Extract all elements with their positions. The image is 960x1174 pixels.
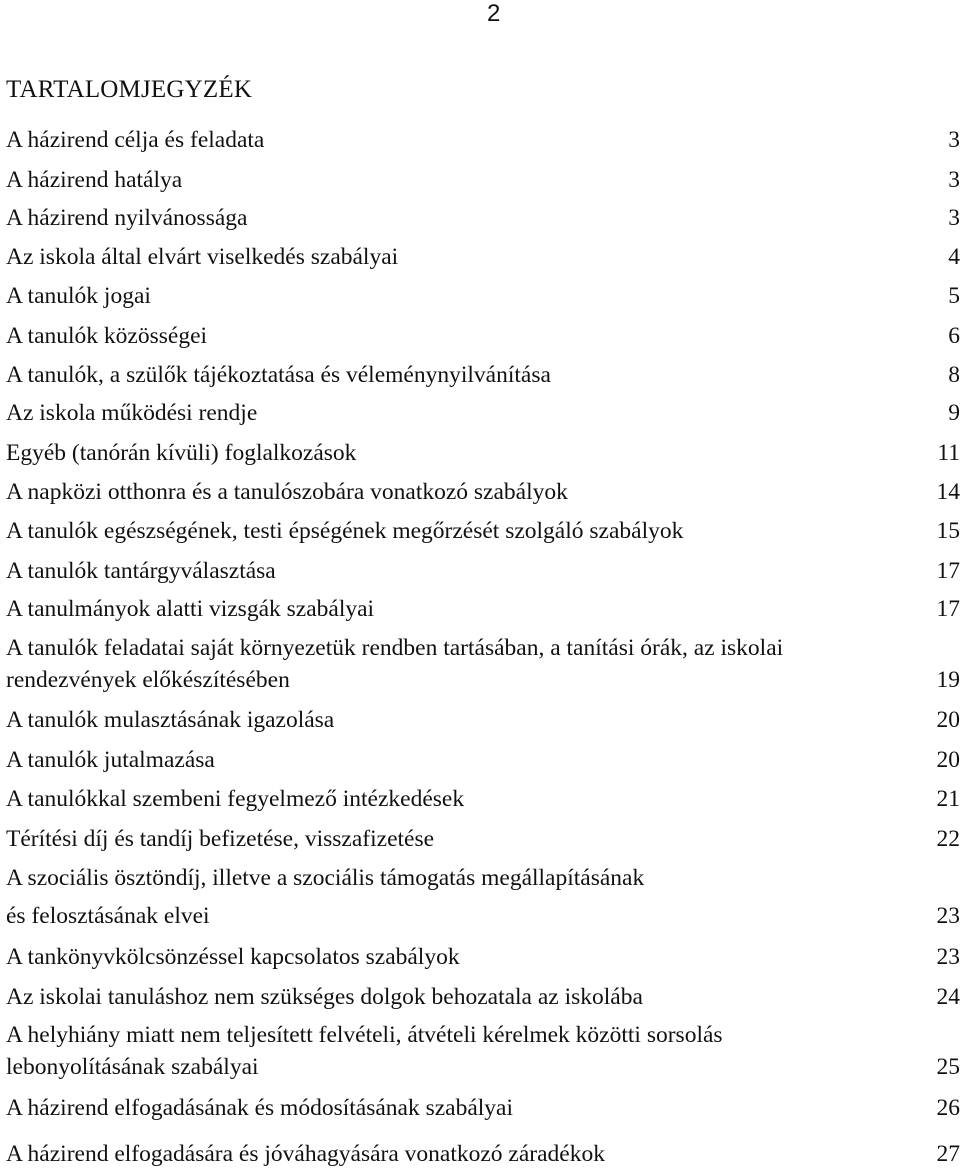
toc-entry — [6, 593, 960, 625]
toc-entry — [6, 1019, 960, 1083]
toc-entry — [6, 632, 960, 696]
toc-entry — [6, 981, 960, 1013]
toc-entry-page: 14 — [936, 479, 960, 505]
toc-entry — [6, 164, 960, 196]
toc-entry — [6, 862, 960, 932]
toc-entry-label: Az iskola által elvárt viselkedés szabályai — [6, 244, 399, 270]
toc-entry-label: A házirend nyilvánossága — [6, 205, 248, 231]
toc-entry-page: 5 — [948, 283, 960, 309]
toc-entry-label: A tanulók jogai — [6, 283, 151, 309]
toc-entry-label: A napközi otthonra és a tanulószobára vonatkozó szabályok — [6, 479, 568, 505]
toc-entry-label: A tanulók feladatai saját környezetük rendben tartásában, a tanítási órák, az iskolai — [6, 635, 784, 661]
toc-entry-page: 24 — [936, 984, 960, 1010]
toc-entry-label: A házirend elfogadásának és módosításának szabályai — [6, 1095, 514, 1121]
toc-entry-label: A tanulók, a szülők tájékoztatása és véleménynyilvánítása — [6, 362, 551, 388]
toc-entry — [6, 320, 960, 352]
toc-entry-label: A tankönyvkölcsönzéssel kapcsolatos szabályok — [6, 944, 460, 970]
toc-entry-label: A tanulók mulasztásának igazolása — [6, 707, 335, 733]
toc-title: TARTALOMJEGYZÉK — [6, 76, 253, 103]
toc-entry-label: Az iskola működési rendje — [6, 400, 258, 426]
toc-entry-label: A tanulók egészségének, testi épségének megőrzését szolgáló szabályok — [6, 518, 684, 544]
toc-entry-page: 6 — [948, 323, 960, 349]
toc-entry — [6, 359, 960, 391]
toc-entry-page: 3 — [948, 167, 960, 193]
toc-entry-label: Egyéb (tanórán kívüli) foglalkozások — [6, 440, 357, 466]
toc-entry-label: Az iskolai tanuláshoz nem szükséges dolgok behozatala az iskolába — [6, 984, 643, 1010]
toc-entry — [6, 397, 960, 429]
toc-entry-page: 23 — [936, 944, 960, 970]
toc-entry-page: 22 — [936, 826, 960, 852]
toc-entry-label: rendezvények előkészítésében — [6, 667, 290, 693]
toc-entry — [6, 941, 960, 973]
toc-entry — [6, 124, 960, 156]
toc-entry-label: Térítési díj és tandíj befizetése, visszafizetése — [6, 826, 435, 852]
toc-entry-page: 25 — [936, 1054, 960, 1080]
toc-entry — [6, 823, 960, 855]
toc-entry-label: és felosztásának elvei — [6, 903, 210, 929]
toc-entry-label: A házirend célja és feladata — [6, 127, 265, 153]
toc-entry-page: 26 — [936, 1095, 960, 1121]
toc-entry-page: 17 — [936, 558, 960, 584]
toc-entry-label: A tanulókkal szembeni fegyelmező intézkedések — [6, 786, 465, 812]
toc-entry-page: 3 — [948, 127, 960, 153]
toc-entry-page: 11 — [937, 440, 960, 466]
toc-entry — [6, 1138, 960, 1170]
toc-entry — [6, 1092, 960, 1124]
toc-entry — [6, 744, 960, 776]
toc-entry-label: A tanulók jutalmazása — [6, 747, 215, 773]
toc-entry — [6, 202, 960, 234]
toc-entry — [6, 704, 960, 736]
toc-entry-page: 15 — [936, 518, 960, 544]
toc-entry-page: 27 — [936, 1141, 960, 1167]
toc-entry — [6, 476, 960, 508]
toc-entry-label: A helyhiány miatt nem teljesített felvételi, átvételi kérelmek közötti sorsolás — [6, 1022, 723, 1048]
toc-entry-page: 19 — [936, 667, 960, 693]
toc-entry-page: 20 — [936, 707, 960, 733]
toc-entry — [6, 437, 960, 469]
toc-entry-page: 3 — [948, 205, 960, 231]
toc-entry — [6, 280, 960, 312]
toc-entry-page: 4 — [948, 244, 960, 270]
toc-entry-label: A tanulók közösségei — [6, 323, 208, 349]
toc-entry — [6, 241, 960, 273]
toc-entry-label: lebonyolításának szabályai — [6, 1054, 259, 1080]
toc-entry-label: A házirend elfogadására és jóváhagyására vonatkozó záradékok — [6, 1141, 605, 1167]
toc-entry-page: 23 — [936, 903, 960, 929]
toc-entry — [6, 783, 960, 815]
toc-entry-page: 21 — [936, 786, 960, 812]
toc-entry-label: A tanulók tantárgyválasztása — [6, 558, 276, 584]
page-number: 2 — [487, 0, 501, 27]
toc-entry-label: A szociális ösztöndíj, illetve a szociális támogatás megállapításának — [6, 865, 645, 891]
toc-entry — [6, 555, 960, 587]
toc-entry-page: 9 — [948, 400, 960, 426]
toc-entry-page: 20 — [936, 747, 960, 773]
toc-entry-page: 17 — [936, 596, 960, 622]
toc-entry — [6, 515, 960, 547]
toc-entry-label: A tanulmányok alatti vizsgák szabályai — [6, 596, 375, 622]
toc-entry-label: A házirend hatálya — [6, 167, 183, 193]
toc-entry-page: 8 — [948, 362, 960, 388]
